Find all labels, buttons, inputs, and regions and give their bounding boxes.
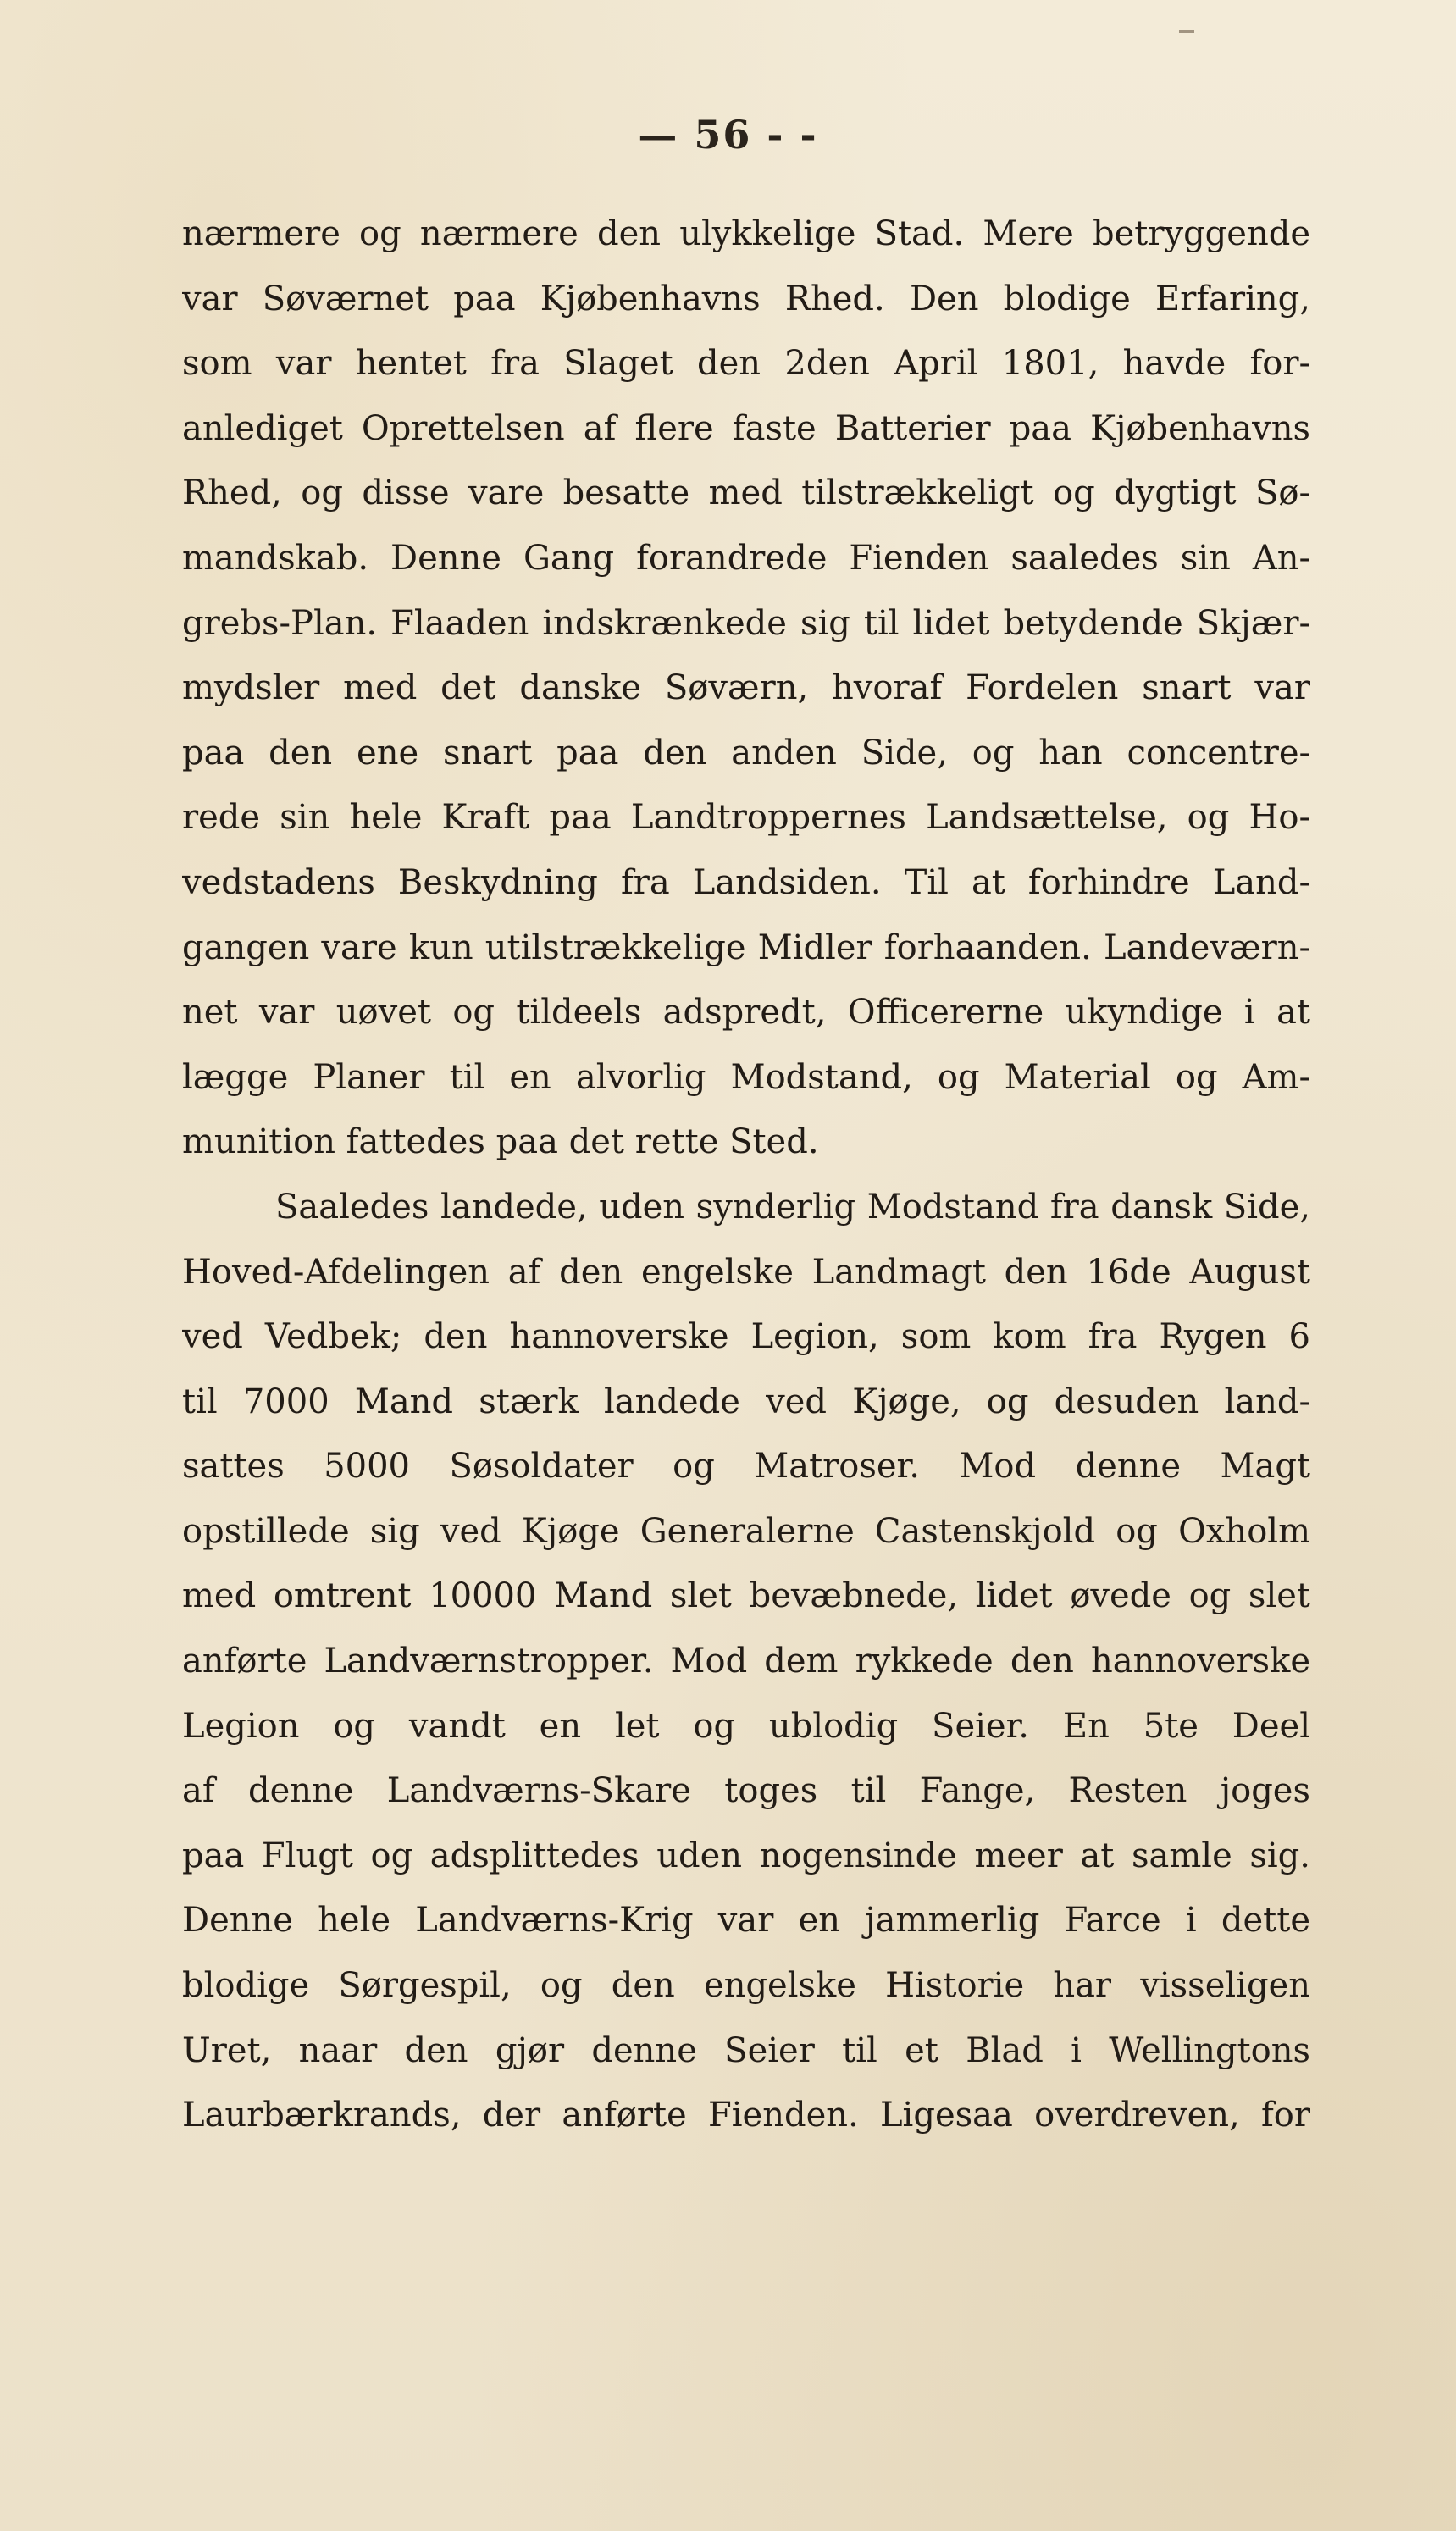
text-line: af denne Landværns-Skare toges til Fange, Resten joges — [182, 1771, 1310, 1811]
text-line: Denne hele Landværns-Krig var en jammerlig Farce i dette — [182, 1901, 1310, 1941]
text-line: net var uøvet og tildeels adspredt, Officererne ukyndige i at — [182, 993, 1310, 1033]
text-line: med omtrent 10000 Mand slet bevæbnede, lidet øvede og slet — [182, 1576, 1310, 1616]
text-line: Legion og vandt en let og ublodig Seier. En 5te Deel — [182, 1706, 1310, 1746]
paragraph-start-line: Saaledes landede, uden synderlig Modstand fra dansk Side, — [275, 1187, 1310, 1227]
text-line: vedstadens Beskydning fra Landsiden. Til at forhindre Land- — [182, 862, 1310, 902]
text-line: paa Flugt og adsplittedes uden nogensinde meer at samle sig. — [182, 1836, 1310, 1875]
text-line: rede sin hele Kraft paa Landtroppernes Landsættelse, og Ho- — [182, 798, 1310, 838]
paragraph-end-line: munition fattedes paa det rette Sted. — [182, 1122, 819, 1162]
text-line: anførte Landværnstropper. Mod dem rykkede den hannoverske — [182, 1642, 1310, 1681]
text-line: Uret, naar den gjør denne Seier til et Blad i Wellingtons — [182, 2030, 1310, 2070]
text-line: opstillede sig ved Kjøge Generalerne Castenskjold og Oxholm — [182, 1511, 1310, 1551]
text-line: lægge Planer til en alvorlig Modstand, og Material og Am- — [182, 1057, 1310, 1097]
text-line: var Søværnet paa Kjøbenhavns Rhed. Den blodige Erfaring, — [182, 279, 1310, 318]
text-line: ved Vedbek; den hannoverske Legion, som kom fra Rygen 6 — [182, 1317, 1310, 1357]
text-line: Hoved-Afdelingen af den engelske Landmagt den 16de August — [182, 1252, 1310, 1292]
text-line: anlediget Oprettelsen af flere faste Batterier paa Kjøbenhavns — [182, 408, 1310, 448]
text-line: mydsler med det danske Søværn, hvoraf Fordelen snart var — [182, 668, 1310, 708]
page-number: — 56 - - — [638, 112, 818, 158]
text-line: gangen vare kun utilstrækkelige Midler forhaanden. Landeværn- — [182, 928, 1310, 967]
text-line: mandskab. Denne Gang forandrede Fienden saaledes sin An- — [182, 538, 1310, 578]
text-line: sattes 5000 Søsoldater og Matroser. Mod denne Magt — [182, 1447, 1310, 1487]
text-line: Rhed, og disse vare besatte med tilstrækkeligt og dygtigt Sø- — [182, 474, 1310, 513]
corner-dash-mark — [1179, 30, 1194, 33]
text-line: Laurbærkrands, der anførte Fienden. Ligesaa overdreven, for — [182, 2096, 1310, 2135]
text-line: til 7000 Mand stærk landede ved Kjøge, og desuden land- — [182, 1382, 1310, 1421]
text-line: grebs-Plan. Flaaden indskrænkede sig til lidet betydende Skjær- — [182, 603, 1310, 643]
text-line: blodige Sørgespil, og den engelske Historie har visseligen — [182, 1966, 1310, 2006]
text-line: paa den ene snart paa den anden Side, og han concentre- — [182, 733, 1310, 773]
text-line: nærmere og nærmere den ulykkelige Stad. Mere betryggende — [182, 214, 1310, 253]
body-text — [182, 202, 1310, 2148]
text-line: som var hentet fra Slaget den 2den April 1801, havde for- — [182, 344, 1310, 384]
